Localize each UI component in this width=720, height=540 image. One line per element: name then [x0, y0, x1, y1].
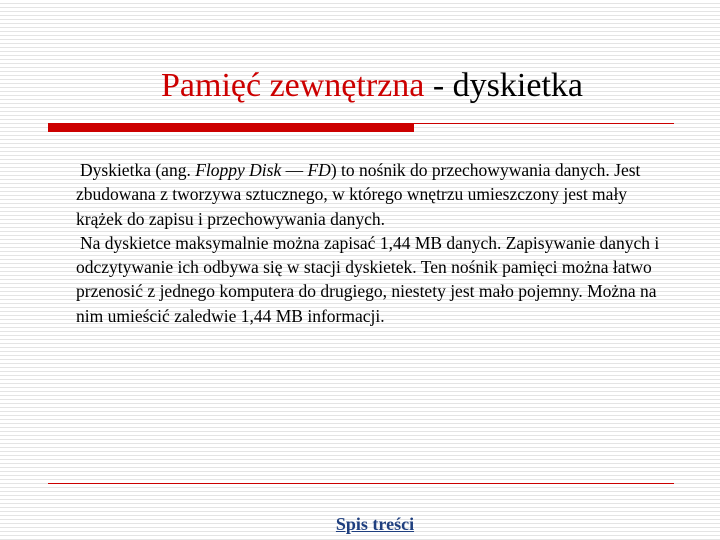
- footer-divider-line: [48, 483, 674, 484]
- title-accent-bar: [48, 124, 414, 132]
- title-subtitle: - dyskietka: [424, 67, 583, 104]
- page-title: [0, 66, 720, 106]
- title-highlight: Pamięć zewnętrzna: [161, 67, 425, 104]
- english-term: Floppy Disk: [195, 160, 282, 180]
- text-ang: (ang.: [150, 160, 196, 180]
- paragraph-definition: [76, 158, 676, 231]
- abbreviation: FD: [307, 160, 331, 180]
- paragraph-capacity: Na dyskietce maksymalnie można zapisać 1,44 MB danych. Zapisywanie danych i odczytywanie ich odbywa się w stacji dyskietek. Ten nośnik pamięci można łatwo przenosić z jednego komputera do drugiego, niestety jest mało pojemny. Można na nim umieścić zaledwie 1,44 MB informacji.: [76, 232, 660, 326]
- text-dash: —: [281, 160, 308, 180]
- definition-text: ) to nośnik do przechowywania danych. Jest zbudowana z tworzywa sztucznego, w którego wnętrzu umieszczony jest mały krążek do zapisu i przechowywania danych.: [76, 160, 641, 229]
- table-of-contents-link[interactable]: Spis treści: [335, 514, 415, 534]
- term-dyskietka: Dyskietka: [80, 160, 151, 180]
- body-text: [76, 158, 676, 328]
